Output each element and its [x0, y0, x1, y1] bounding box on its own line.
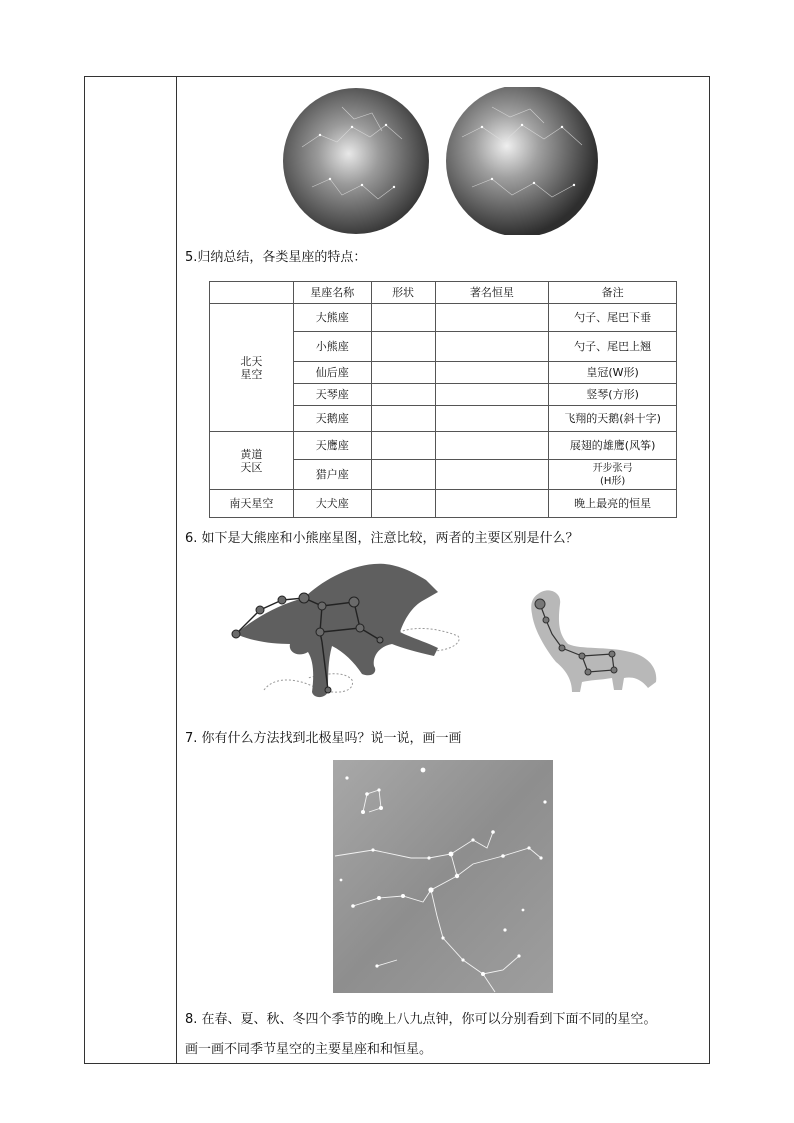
- constellation-name: 猎户座: [293, 460, 371, 490]
- shape-cell[interactable]: [371, 362, 435, 384]
- constellation-name: 天鹰座: [293, 432, 371, 460]
- constellation-name: 大犬座: [293, 490, 371, 518]
- group-label-north: 北天 星空: [210, 304, 294, 432]
- table-row: [210, 490, 677, 518]
- ursa-minor-illustration: [524, 584, 664, 696]
- sky-globe-right: [446, 87, 598, 235]
- table-header: 星座名称: [293, 282, 371, 304]
- famous-star-cell[interactable]: [435, 362, 549, 384]
- constellation-name: 天琴座: [293, 384, 371, 406]
- ursa-major-illustration: [224, 562, 478, 708]
- note-cell: 勺子、尾巴上翘: [549, 332, 677, 362]
- shape-cell[interactable]: [371, 432, 435, 460]
- shape-cell[interactable]: [371, 460, 435, 490]
- constellation-name: 大熊座: [293, 304, 371, 332]
- star-chart-globes: [282, 87, 608, 235]
- famous-star-cell[interactable]: [435, 432, 549, 460]
- question-5: 5.归纳总结，各类星座的特点：: [185, 250, 367, 265]
- note-cell: 开步张弓 (H形): [549, 460, 677, 490]
- question-6: 6. 如下是大熊座和小熊座星图，注意比较，两者的主要区别是什么？: [185, 531, 579, 546]
- table-row: [210, 304, 677, 332]
- famous-star-cell[interactable]: [435, 304, 549, 332]
- table-header-row: [210, 282, 677, 304]
- constellation-summary-table: [209, 281, 677, 518]
- table-row: [210, 432, 677, 460]
- left-column: [85, 77, 177, 1063]
- little-bear-body: [531, 590, 656, 692]
- note-cell: 竖琴(方形): [549, 384, 677, 406]
- note-cell: 飞翔的天鹅(斜十字): [549, 406, 677, 432]
- constellation-name: 小熊座: [293, 332, 371, 362]
- note-cell: 展翅的雄鹰(风筝): [549, 432, 677, 460]
- table-header: [210, 282, 294, 304]
- sky-globe-left: [283, 88, 429, 234]
- famous-star-cell[interactable]: [435, 406, 549, 432]
- table-header: 形状: [371, 282, 435, 304]
- group-label-ecliptic: 黄道 天区: [210, 432, 294, 490]
- question-8-line-1: 8. 在春、夏、秋、冬四个季节的晚上八九点钟，你可以分别看到下面不同的星空。: [185, 1012, 657, 1027]
- famous-star-cell[interactable]: [435, 384, 549, 406]
- note-cell: 皇冠(W形): [549, 362, 677, 384]
- famous-star-cell[interactable]: [435, 332, 549, 362]
- note-cell: 晚上最亮的恒星: [549, 490, 677, 518]
- question-8-line-2: 画一画不同季节星空的主要星座和和恒星。: [185, 1042, 433, 1057]
- shape-cell[interactable]: [371, 490, 435, 518]
- table-header: 备注: [549, 282, 677, 304]
- shape-cell[interactable]: [371, 332, 435, 362]
- famous-star-cell[interactable]: [435, 460, 549, 490]
- shape-cell[interactable]: [371, 384, 435, 406]
- group-label-south: 南天星空: [210, 490, 294, 518]
- question-7: 7. 你有什么方法找到北极星吗？说一说，画一画: [185, 731, 462, 746]
- shape-cell[interactable]: [371, 304, 435, 332]
- star-field-photo: [333, 760, 553, 993]
- shape-cell[interactable]: [371, 406, 435, 432]
- note-cell: 勺子、尾巴下垂: [549, 304, 677, 332]
- table-header: 著名恒星: [435, 282, 549, 304]
- constellation-name: 天鹅座: [293, 406, 371, 432]
- famous-star-cell[interactable]: [435, 490, 549, 518]
- constellation-name: 仙后座: [293, 362, 371, 384]
